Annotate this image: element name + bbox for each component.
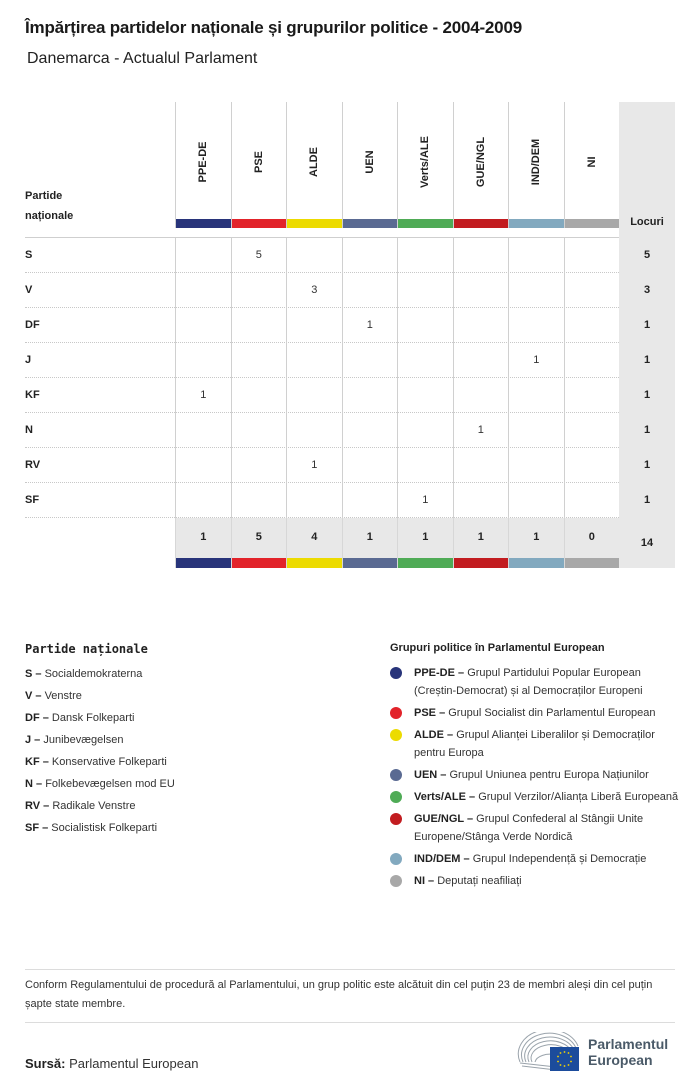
seat-count-cell — [342, 448, 398, 483]
national-legend-item — [25, 729, 175, 751]
group-total-cell — [175, 518, 231, 568]
table-row — [25, 308, 675, 343]
seat-count-cell — [231, 273, 287, 308]
separator: – — [436, 707, 449, 719]
group-color-dot-icon — [390, 667, 402, 679]
row-total-seats: 1 — [619, 308, 675, 343]
logo-line-2: European — [588, 1052, 653, 1068]
group-legend-item — [390, 766, 680, 784]
seat-count-cell — [231, 483, 287, 518]
column-header-label: IND/DEM — [530, 138, 543, 186]
party-code: N — [25, 778, 33, 790]
group-total-value: 1 — [200, 531, 207, 543]
table-row — [25, 378, 675, 413]
group-name: Grupul Confederal al Stângii Unite Europene/Stânga Verde Nordică — [414, 813, 644, 843]
seat-count-cell: 1 — [453, 413, 509, 448]
seat-count-cell — [231, 413, 287, 448]
seat-count-cell — [453, 378, 509, 413]
separator: – — [31, 734, 44, 746]
seat-count-cell: 1 — [508, 343, 564, 378]
party-name: Junibevægelsen — [43, 734, 124, 746]
group-code: ALDE — [414, 729, 444, 741]
group-color-dot-icon — [390, 729, 402, 741]
table-row — [25, 238, 675, 273]
separator: – — [40, 800, 53, 812]
seat-count-cell — [175, 308, 231, 343]
national-legend-item — [25, 707, 175, 729]
separator: – — [425, 875, 438, 887]
group-legend-item — [390, 850, 680, 868]
political-groups-legend — [390, 642, 680, 894]
group-color-dot-icon — [390, 791, 402, 803]
row-total-seats: 1 — [619, 378, 675, 413]
group-code: PSE — [414, 707, 437, 719]
row-total-seats: 5 — [619, 238, 675, 273]
group-total-cell — [286, 518, 342, 568]
seat-count-cell: 5 — [231, 238, 287, 273]
table-header — [25, 102, 675, 238]
group-color-dot-icon — [390, 769, 402, 781]
row-header-label: Partide naționale — [25, 190, 74, 222]
group-code: NI — [414, 875, 425, 887]
group-color-bar — [287, 219, 342, 228]
party-name: Folkebevægelsen mod EU — [45, 778, 175, 790]
seat-count-cell — [564, 378, 620, 413]
separator: – — [460, 853, 473, 865]
group-total-cell — [508, 518, 564, 568]
total-seats: 14 — [619, 518, 675, 568]
seat-count-cell — [342, 378, 398, 413]
party-name: Venstre — [44, 690, 82, 702]
group-legend-item — [390, 788, 680, 806]
group-name: Grupul Socialist din Parlamentul European — [448, 707, 656, 719]
seat-count-cell — [175, 413, 231, 448]
seat-count-cell — [231, 343, 287, 378]
source-label: Sursă: — [25, 1056, 66, 1071]
row-total-seats: 3 — [619, 273, 675, 308]
group-legend-item — [390, 872, 680, 890]
source-value: Parlamentul European — [69, 1056, 199, 1071]
group-name: Grupul Partidului Popular European (Creștin-Democrat) și al Democraților Europeni — [414, 667, 643, 697]
separator: – — [463, 813, 477, 825]
group-total-cell — [342, 518, 398, 568]
group-color-dot-icon — [390, 813, 402, 825]
group-color-dot-icon — [390, 707, 402, 719]
seat-count-cell — [175, 273, 231, 308]
separator: – — [437, 769, 450, 781]
seat-count-cell — [564, 343, 620, 378]
party-code: SF — [25, 822, 40, 834]
party-name: Socialistisk Folkeparti — [51, 822, 158, 834]
party-code: V — [25, 690, 33, 702]
party-code: KF — [25, 756, 40, 768]
seat-count-cell — [342, 483, 398, 518]
seat-count-cell — [286, 238, 342, 273]
party-code: RV — [25, 459, 41, 471]
party-code: S — [25, 668, 33, 680]
seat-count-cell — [508, 483, 564, 518]
seat-count-cell: 3 — [286, 273, 342, 308]
separator: – — [39, 712, 52, 724]
column-header-ni — [564, 102, 620, 228]
group-code: PPE-DE — [414, 667, 455, 679]
seat-count-cell — [397, 413, 453, 448]
national-parties-legend — [25, 642, 175, 839]
seat-count-cell — [286, 413, 342, 448]
row-total-seats: 1 — [619, 483, 675, 518]
column-header-label: GUE/NGL — [474, 136, 487, 188]
seat-count-cell — [564, 238, 620, 273]
seat-count-cell — [397, 238, 453, 273]
group-total-cell — [397, 518, 453, 568]
group-total-cell — [564, 518, 620, 568]
group-total-value: 4 — [311, 531, 318, 543]
seat-count-cell — [453, 448, 509, 483]
separator: – — [39, 756, 52, 768]
column-header-ppe-de — [175, 102, 231, 228]
separator: – — [32, 690, 45, 702]
party-name: Dansk Folkeparti — [51, 712, 135, 724]
table-row — [25, 413, 675, 448]
table-row — [25, 483, 675, 518]
seat-count-cell — [342, 273, 398, 308]
footnote: Conform Regulamentului de procedură al Parlamentului, un grup politic este alcătuit din cel puțin 23 de membri aleși din cel puțin șapte state membre. — [25, 979, 653, 1010]
group-color-bar — [287, 558, 342, 568]
seat-count-cell — [564, 483, 620, 518]
seat-count-cell — [286, 378, 342, 413]
column-header-label: Verts/ALE — [419, 136, 432, 188]
seats-header-label: Locuri — [630, 216, 664, 228]
seat-count-cell — [175, 448, 231, 483]
group-total-value: 5 — [255, 531, 262, 543]
seat-count-cell — [564, 413, 620, 448]
group-color-bar — [176, 219, 231, 228]
column-header-pse — [231, 102, 287, 228]
party-name: Radikale Venstre — [52, 800, 136, 812]
seat-count-cell — [342, 238, 398, 273]
table-row — [25, 448, 675, 483]
group-color-bar — [565, 219, 620, 228]
separator: – — [443, 729, 457, 741]
group-legend-item — [390, 704, 680, 722]
party-code: V — [25, 284, 33, 296]
seat-count-cell — [231, 448, 287, 483]
party-code: DF — [25, 712, 40, 724]
group-color-bar — [454, 558, 509, 568]
separator: – — [465, 791, 479, 803]
national-legend-item — [25, 685, 175, 707]
divider — [25, 1022, 675, 1023]
row-total-seats: 1 — [619, 413, 675, 448]
group-code: IND/DEM — [414, 853, 461, 865]
seat-count-cell: 1 — [397, 483, 453, 518]
seat-count-cell — [453, 238, 509, 273]
table-body — [25, 238, 675, 518]
divider — [25, 969, 675, 970]
seat-count-cell — [453, 273, 509, 308]
seat-count-cell — [564, 273, 620, 308]
seat-count-cell: 1 — [342, 308, 398, 343]
seat-count-cell — [342, 413, 398, 448]
seat-count-cell — [397, 273, 453, 308]
logo-text — [588, 1036, 668, 1068]
seat-count-cell — [231, 308, 287, 343]
seat-count-cell — [508, 308, 564, 343]
seat-count-cell — [508, 448, 564, 483]
row-total-seats: 1 — [619, 448, 675, 483]
group-color-bar — [398, 558, 453, 568]
column-header-gue-ngl — [453, 102, 509, 228]
seat-count-cell — [564, 308, 620, 343]
seat-count-cell — [453, 343, 509, 378]
national-legend-item — [25, 663, 175, 685]
column-header-uen — [342, 102, 398, 228]
group-legend-item — [390, 664, 680, 700]
group-total-value: 1 — [477, 531, 484, 543]
group-total-cell — [231, 518, 287, 568]
group-total-value: 1 — [422, 531, 429, 543]
group-color-bar — [565, 558, 620, 568]
seat-count-cell: 1 — [286, 448, 342, 483]
seat-count-cell — [453, 308, 509, 343]
seat-count-cell — [397, 448, 453, 483]
group-color-dot-icon — [390, 853, 402, 865]
separator: – — [39, 822, 52, 834]
party-code: DF — [25, 319, 40, 331]
seat-count-cell — [564, 448, 620, 483]
national-legend-item — [25, 795, 175, 817]
separator: – — [454, 667, 468, 679]
group-name: Grupul Alianței Liberalilor și Democraților pentru Europa — [414, 729, 655, 759]
seat-count-cell — [397, 378, 453, 413]
group-name: Grupul Verzilor/Alianța Liberă Europeană — [478, 791, 679, 803]
column-header-label: PSE — [252, 150, 265, 174]
seat-count-cell — [286, 483, 342, 518]
separator: – — [32, 668, 45, 680]
page-title: Împărțirea partidelor naționale și grupurilor politice - 2004-2009 — [25, 18, 522, 37]
party-code: SF — [25, 494, 40, 506]
group-name: Grupul Independență și Democrație — [472, 853, 647, 865]
seat-count-cell — [175, 238, 231, 273]
separator: – — [32, 778, 46, 790]
column-header-label: ALDE — [308, 147, 321, 177]
group-legend-item — [390, 726, 680, 762]
column-header-label: PPE-DE — [197, 141, 210, 183]
row-total-seats: 1 — [619, 343, 675, 378]
national-legend-item — [25, 751, 175, 773]
national-legend-item — [25, 817, 175, 839]
seat-count-cell — [231, 378, 287, 413]
party-code: KF — [25, 389, 40, 401]
seat-count-cell — [342, 343, 398, 378]
seat-count-cell — [508, 378, 564, 413]
column-header-ind-dem — [508, 102, 564, 228]
seat-count-cell: 1 — [175, 378, 231, 413]
party-code: N — [25, 424, 33, 436]
party-code: S — [25, 249, 33, 261]
group-code: UEN — [414, 769, 438, 781]
party-code: J — [25, 354, 32, 366]
party-code: J — [25, 734, 32, 746]
group-total-value: 0 — [588, 531, 595, 543]
national-legend-title: Partide naționale — [25, 642, 148, 656]
logo-line-1: Parlamentul — [588, 1036, 669, 1052]
groups-legend-title: Grupuri politice în Parlamentul European — [390, 642, 605, 654]
column-header-label: UEN — [363, 150, 376, 174]
seat-count-cell — [397, 308, 453, 343]
group-color-bar — [509, 558, 564, 568]
seat-count-cell — [508, 238, 564, 273]
group-name: Grupul Uniunea pentru Europa Națiunilor — [449, 769, 649, 781]
group-color-bar — [343, 558, 398, 568]
seat-count-cell — [508, 413, 564, 448]
seat-count-cell — [453, 483, 509, 518]
seat-count-cell — [397, 343, 453, 378]
seat-count-cell — [508, 273, 564, 308]
european-parliament-logo — [516, 1032, 686, 1074]
seats-column-header — [619, 102, 675, 238]
group-color-dot-icon — [390, 875, 402, 887]
source-line — [25, 1056, 198, 1071]
group-total-value: 1 — [533, 531, 540, 543]
group-color-bar — [176, 558, 231, 568]
column-header-verts-ale — [397, 102, 453, 228]
group-color-bar — [232, 558, 287, 568]
national-legend-item — [25, 773, 175, 795]
totals-row — [25, 518, 675, 568]
page-subtitle: Danemarca - Actualul Parlament — [27, 50, 258, 67]
party-code: RV — [25, 800, 41, 812]
column-header-label: NI — [585, 156, 598, 168]
seat-count-cell — [175, 343, 231, 378]
table-row — [25, 273, 675, 308]
group-code: Verts/ALE — [414, 791, 466, 803]
group-total-value: 1 — [366, 531, 373, 543]
column-header-alde — [286, 102, 342, 228]
party-name: Konservative Folkeparti — [51, 756, 167, 768]
group-code: GUE/NGL — [414, 813, 464, 825]
group-legend-item — [390, 810, 680, 846]
group-color-bar — [398, 219, 453, 228]
group-color-bar — [454, 219, 509, 228]
seat-count-cell — [286, 343, 342, 378]
seat-count-cell — [175, 483, 231, 518]
table-row — [25, 343, 675, 378]
group-color-bar — [509, 219, 564, 228]
group-total-cell — [453, 518, 509, 568]
group-color-bar — [232, 219, 287, 228]
party-name: Socialdemokraterna — [44, 668, 143, 680]
group-color-bar — [343, 219, 398, 228]
parliament-hemicycle-icon — [516, 1032, 586, 1074]
seat-count-cell — [286, 308, 342, 343]
group-name: Deputați neafiliați — [437, 875, 522, 887]
